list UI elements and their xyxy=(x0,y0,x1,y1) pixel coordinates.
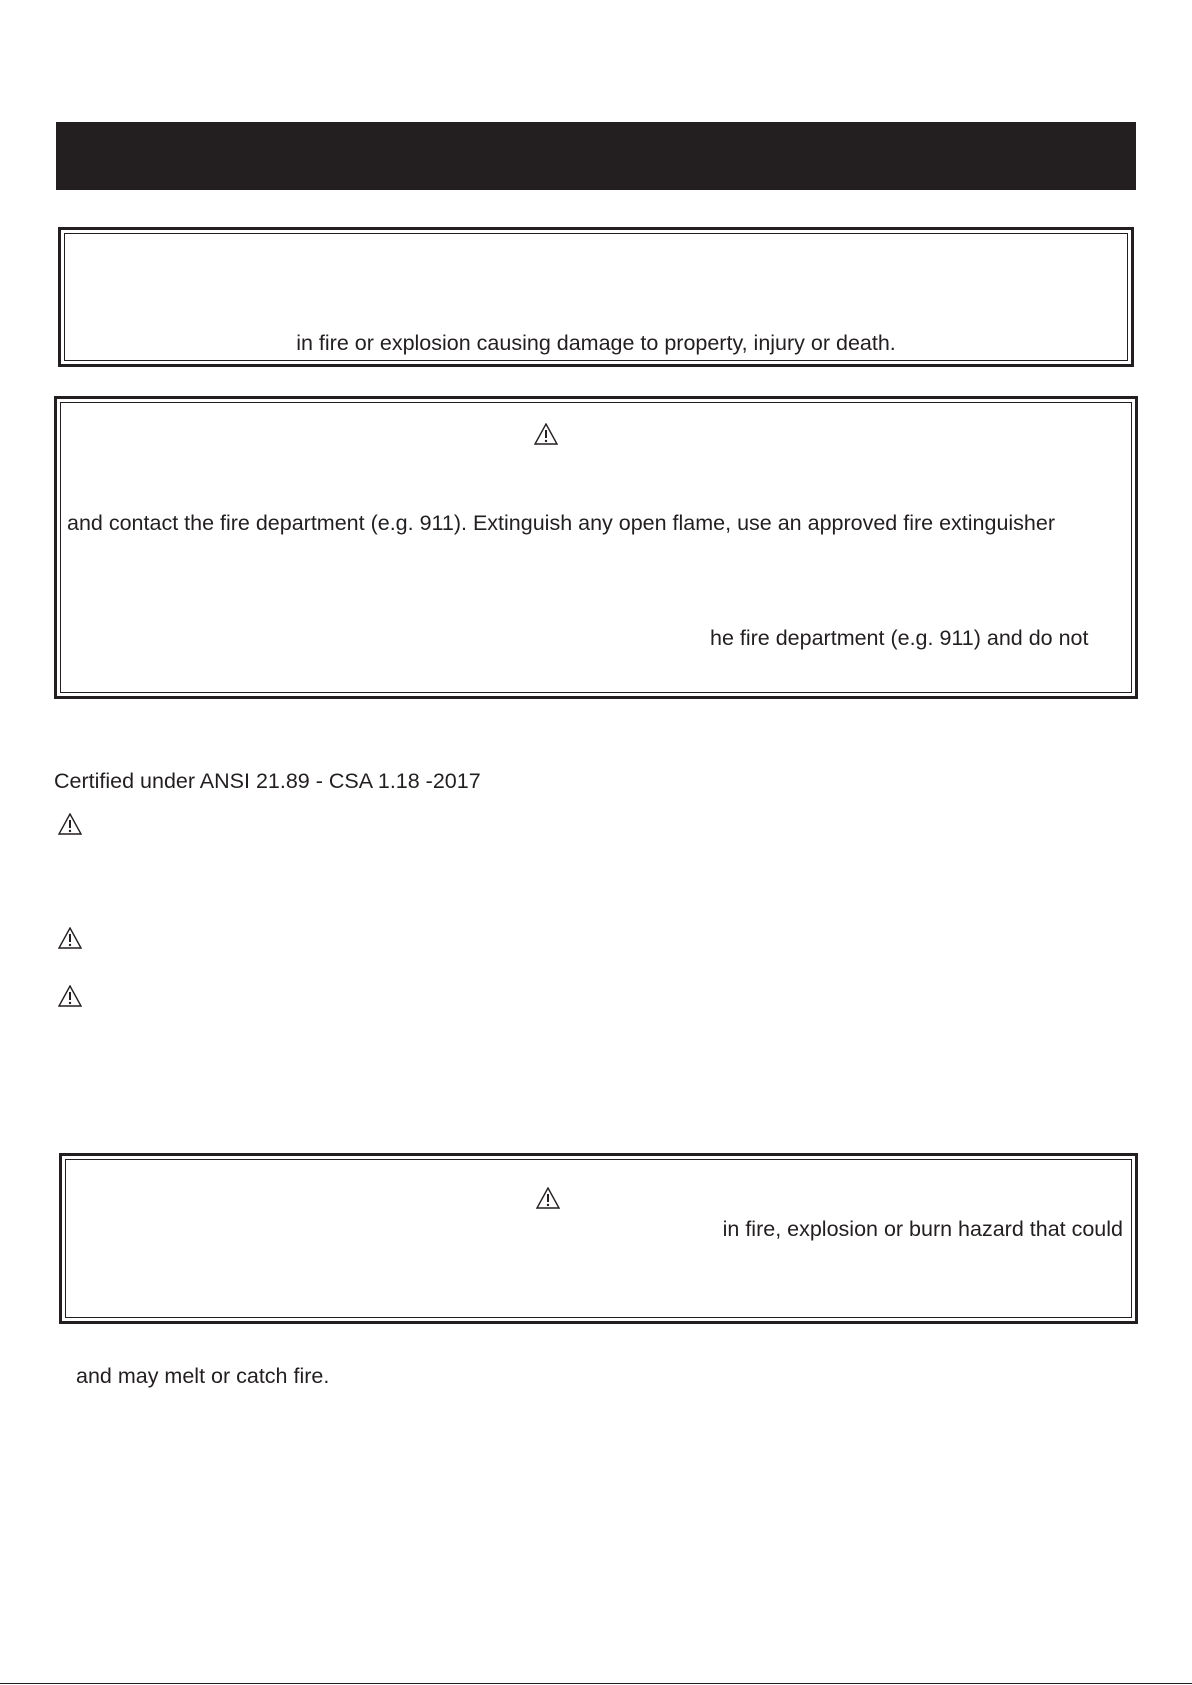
warning-box-3-line-1: in fire, explosion or burn hazard that could xyxy=(722,1217,1123,1241)
warning-triangle-icon xyxy=(536,1187,560,1209)
warning-box-2-line-1: and contact the fire department (e.g. 911). Extinguish any open flame, use an approved fire extinguisher xyxy=(67,511,1056,535)
header-bar xyxy=(56,122,1136,190)
page-bottom-rule xyxy=(0,1683,1192,1684)
warning-box-2-line-2: he fire department (e.g. 911) and do not xyxy=(710,626,1089,650)
warning-triangle-icon xyxy=(58,813,82,835)
warning-box-1 xyxy=(58,227,1134,367)
warning-box-3 xyxy=(59,1153,1138,1324)
footer-text: and may melt or catch fire. xyxy=(76,1364,330,1388)
warning-triangle-icon xyxy=(58,985,82,1007)
warning-triangle-icon xyxy=(534,423,558,445)
warning-box-2 xyxy=(54,396,1138,699)
warning-box-1-text: in fire or explosion causing damage to property, injury or death. xyxy=(296,331,896,355)
warning-triangle-icon xyxy=(58,927,82,949)
certification-text: Certified under ANSI 21.89 - CSA 1.18 -2017 xyxy=(54,769,481,793)
